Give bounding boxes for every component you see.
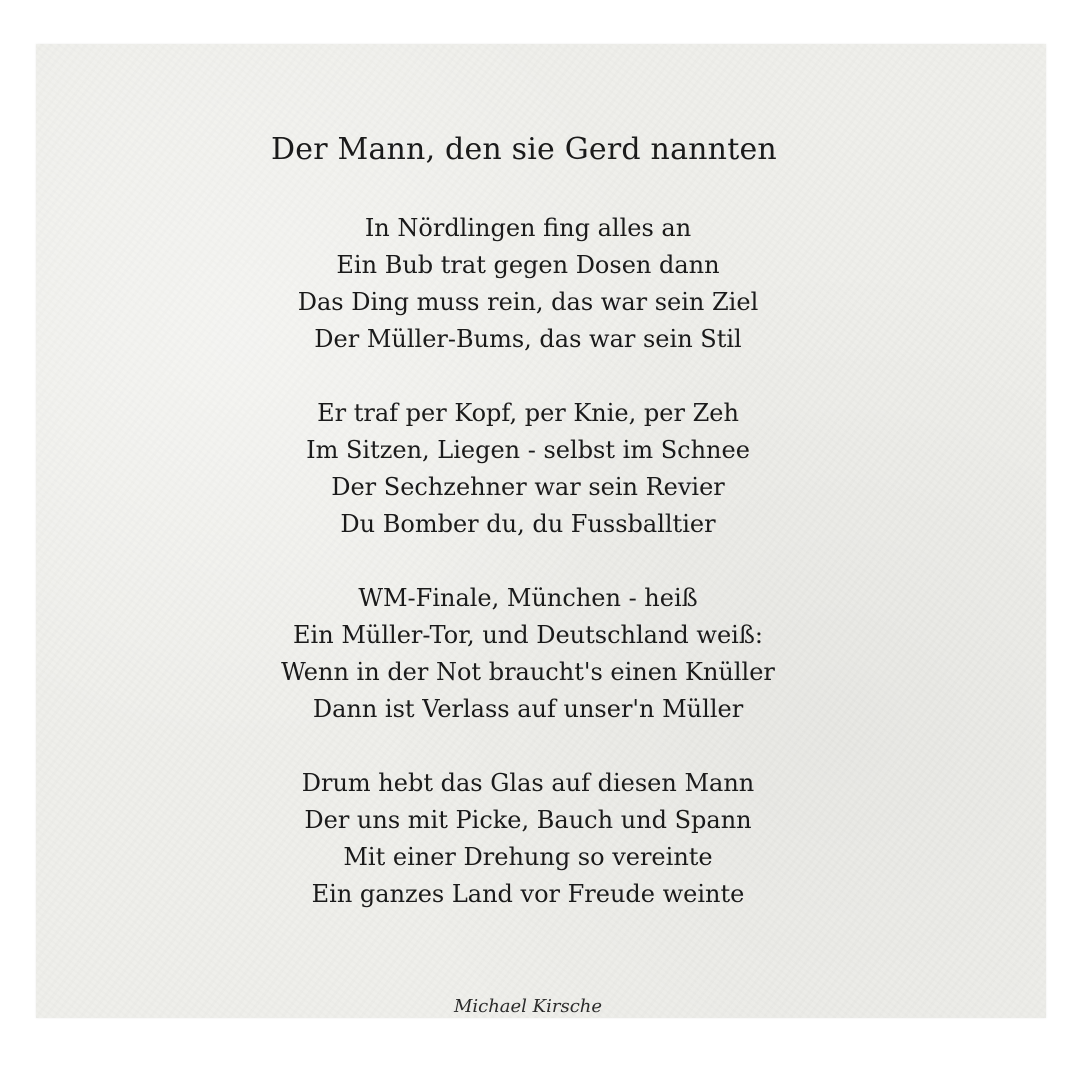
poem-line: Der Sechzehner war sein Revier <box>331 473 725 501</box>
poem-line: Du Bomber du, du Fussballtier <box>340 510 716 538</box>
poem-line: In Nördlingen fing alles an <box>364 214 692 242</box>
poem-line: Drum hebt das Glas auf diesen Mann <box>301 769 755 797</box>
poem-line: Dann ist Verlass auf unser'n Müller <box>312 695 744 723</box>
poem-line: Mit einer Drehung so vereinte <box>343 843 713 871</box>
poem-line: Der uns mit Picke, Bauch und Spann <box>304 806 752 834</box>
poem-author: Michael Kirsche <box>453 996 603 1017</box>
stanza-4 <box>0 765 1056 913</box>
poem-line: Der Müller-Bums, das war sein Stil <box>314 325 742 353</box>
poem-title: Der Mann, den sie Gerd nannten <box>271 132 777 167</box>
poem-line: WM-Finale, München - heiß <box>358 584 698 612</box>
poem-line: Das Ding muss rein, das war sein Ziel <box>297 288 759 316</box>
poem-line: Er traf per Kopf, per Knie, per Zeh <box>317 399 739 427</box>
stanza-1 <box>0 210 1056 358</box>
stanza-2 <box>0 395 1056 543</box>
stanza-3 <box>0 580 1056 728</box>
poem-line: Ein Bub trat gegen Dosen dann <box>336 251 720 279</box>
poem-line: Ein Müller-Tor, und Deutschland weiß: <box>293 621 763 649</box>
poem-body <box>0 210 1056 950</box>
poem-line: Ein ganzes Land vor Freude weinte <box>311 880 745 908</box>
poem-line: Im Sitzen, Liegen - selbst im Schnee <box>306 436 750 464</box>
poem-line: Wenn in der Not braucht's einen Knüller <box>281 658 775 686</box>
